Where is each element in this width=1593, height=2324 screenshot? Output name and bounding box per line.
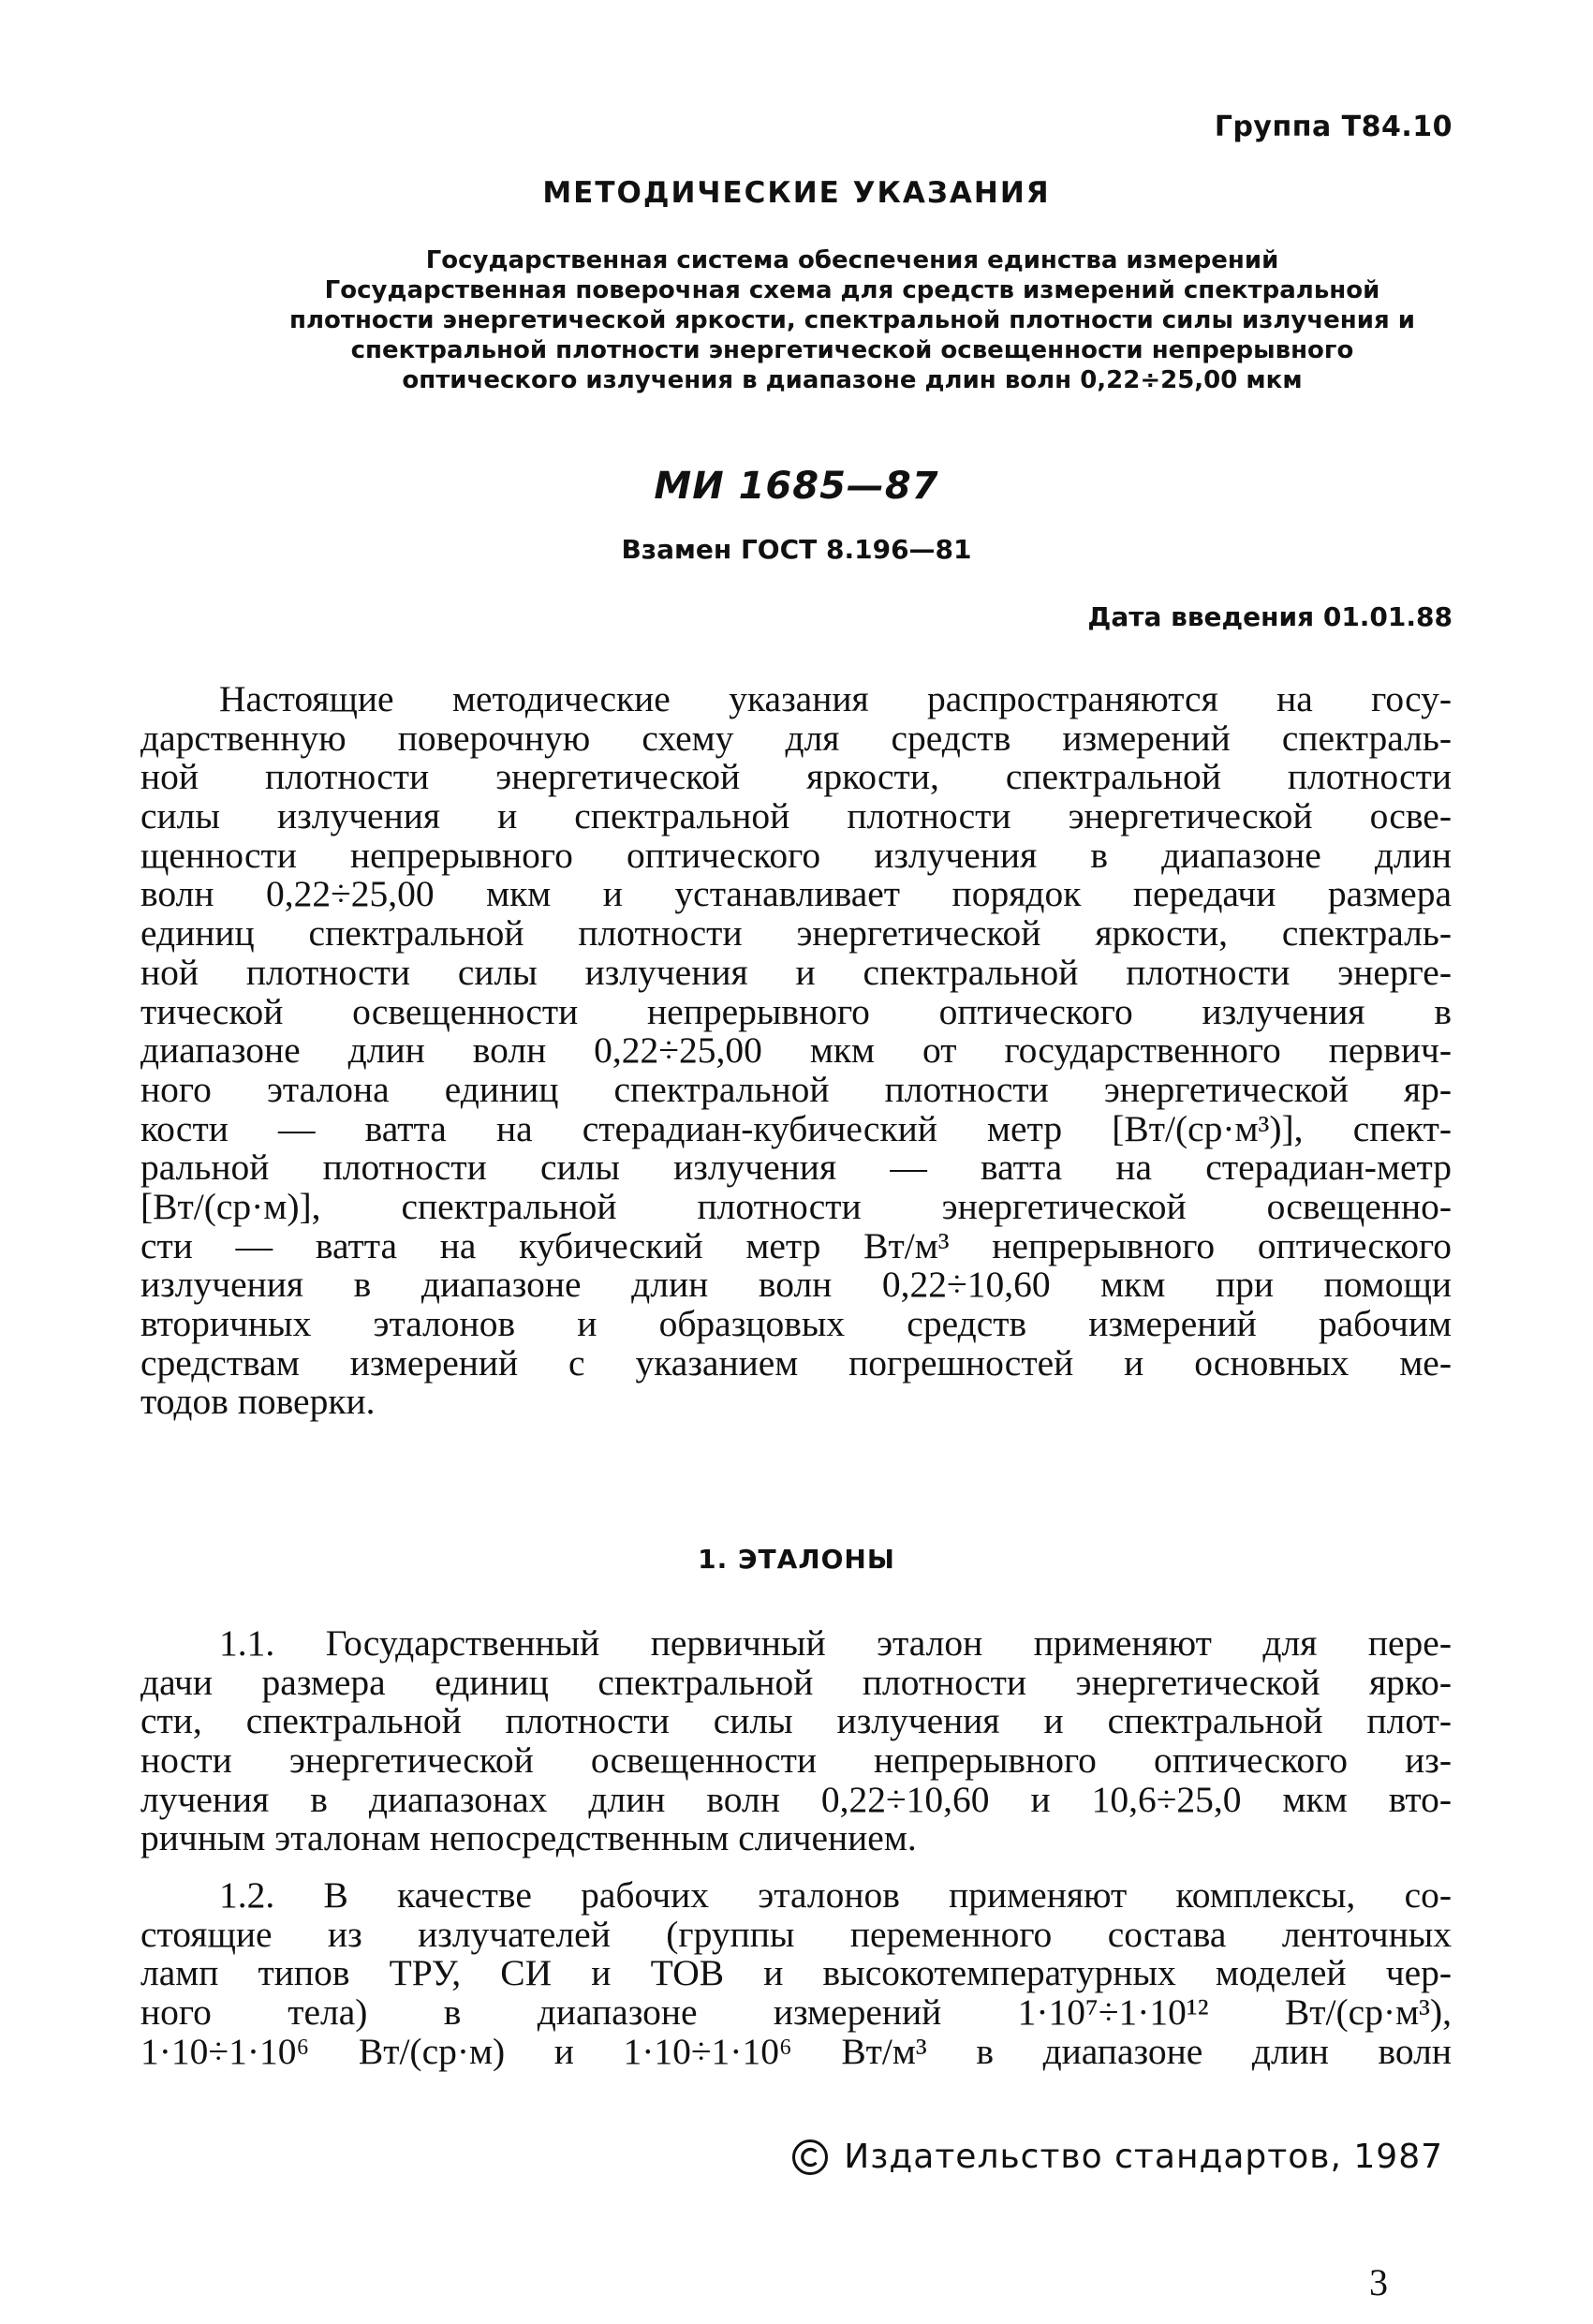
- text-line: ричным эталонам непосредственным сличением.: [140, 1817, 917, 1859]
- text-line: Настоящие методические указания распространяются на госу-: [219, 678, 1452, 719]
- text-line: ного тела) в диапазоне измерений 1·10⁷÷1·10¹² Вт/(ср·м³),: [140, 1991, 1452, 2034]
- paragraph-1-2: [140, 1876, 1452, 2071]
- document-number: МИ 1685—87: [654, 465, 939, 508]
- text-line: ной плотности силы излучения и спектральной плотности энерге-: [140, 951, 1452, 993]
- text-line: излучения в диапазоне длин волн 0,22÷10,60 мкм при помощи: [140, 1264, 1452, 1306]
- group-code: Группа Т84.10: [1214, 111, 1453, 143]
- text-line: вторичных эталонов и образцовых средств измерений рабочим: [140, 1303, 1452, 1344]
- document-type: МЕТОДИЧЕСКИЕ УКАЗАНИЯ: [542, 176, 1051, 210]
- text-line: тической освещенности непрерывного оптического излучения в: [140, 990, 1452, 1032]
- text-line: лучения в диапазонах длин волн 0,22÷10,60 и 10,6÷25,0 мкм вто-: [140, 1778, 1452, 1820]
- text-line: 1·10÷1·10⁶ Вт/(ср·м) и 1·10÷1·10⁶ Вт/м³ в диапазоне длин волн: [140, 2030, 1452, 2072]
- replaces-standard: Взамен ГОСТ 8.196—81: [621, 534, 972, 565]
- text-line: кости — ватта на стерадиан-кубический метр [Вт/(ср·м³)], спект-: [140, 1107, 1452, 1149]
- text-line: дачи размера единиц спектральной плотности энергетической ярко-: [140, 1661, 1452, 1703]
- document-title: [243, 245, 1461, 395]
- text-line: ного эталона единиц спектральной плотности энергетической яр-: [140, 1068, 1452, 1110]
- title-line: плотности энергетической яркости, спектральной плотности силы излучения и: [289, 306, 1415, 334]
- text-line: ламп типов ТРУ, СИ и ТОВ и высокотемпературных моделей чер-: [140, 1952, 1452, 1994]
- text-line: 1.2. В качестве рабочих эталонов применяют комплексы, со-: [219, 1874, 1452, 1916]
- introduction-date: Дата введения 01.01.88: [1087, 601, 1453, 632]
- title-line: Государственная поверочная схема для средств измерений спектральной: [324, 276, 1380, 304]
- text-line: дарственную поверочную схему для средств измерений спектраль-: [140, 717, 1452, 759]
- text-line: волн 0,22÷25,00 мкм и устанавливает порядок передачи размера: [140, 873, 1452, 915]
- text-line: силы излучения и спектральной плотности энергетической осве-: [140, 795, 1452, 837]
- text-line: ральной плотности силы излучения — ватта на стерадиан-метр: [140, 1147, 1452, 1189]
- title-line: спектральной плотности энергетической освещенности непрерывного: [350, 336, 1354, 364]
- text-line: сти, спектральной плотности силы излучения и спектральной плот-: [140, 1700, 1452, 1742]
- text-line: средствам измерений с указанием погрешностей и основных ме-: [140, 1341, 1452, 1384]
- page-number: 3: [1369, 2261, 1388, 2303]
- section-heading: 1. ЭТАЛОНЫ: [698, 1544, 895, 1575]
- title-line: оптического излучения в диапазоне длин волн 0,22÷25,00 мкм: [402, 366, 1303, 394]
- text-line: стоящие из излучателей (группы переменного состава ленточных: [140, 1913, 1452, 1955]
- text-line: щенности непрерывного оптического излучения в диапазоне длин: [140, 834, 1452, 876]
- title-line: Государственная система обеспечения единства измерений: [425, 246, 1279, 274]
- copyright-text: Издательство стандартов, 1987: [844, 2138, 1443, 2176]
- text-line: тодов поверки.: [140, 1381, 376, 1423]
- paragraph-1-1: [140, 1624, 1452, 1858]
- text-line: единиц спектральной плотности энергетической яркости, спектраль-: [140, 912, 1452, 955]
- text-line: ности энергетической освещенности непрерывного оптического из-: [140, 1739, 1452, 1782]
- text-line: 1.1. Государственный первичный эталон применяют для пере-: [219, 1622, 1452, 1664]
- copyright-icon: [791, 2139, 829, 2176]
- text-line: ной плотности энергетической яркости, спектральной плотности: [140, 756, 1452, 798]
- intro-paragraph: [140, 680, 1452, 1422]
- publisher-copyright: [791, 2138, 1443, 2176]
- text-line: сти — ватта на кубический метр Вт/м³ непрерывного оптического: [140, 1224, 1452, 1266]
- text-line: диапазоне длин волн 0,22÷25,00 мкм от государственного первич-: [140, 1029, 1452, 1072]
- text-line: [Вт/(ср·м)], спектральной плотности энергетической освещенно-: [140, 1185, 1452, 1227]
